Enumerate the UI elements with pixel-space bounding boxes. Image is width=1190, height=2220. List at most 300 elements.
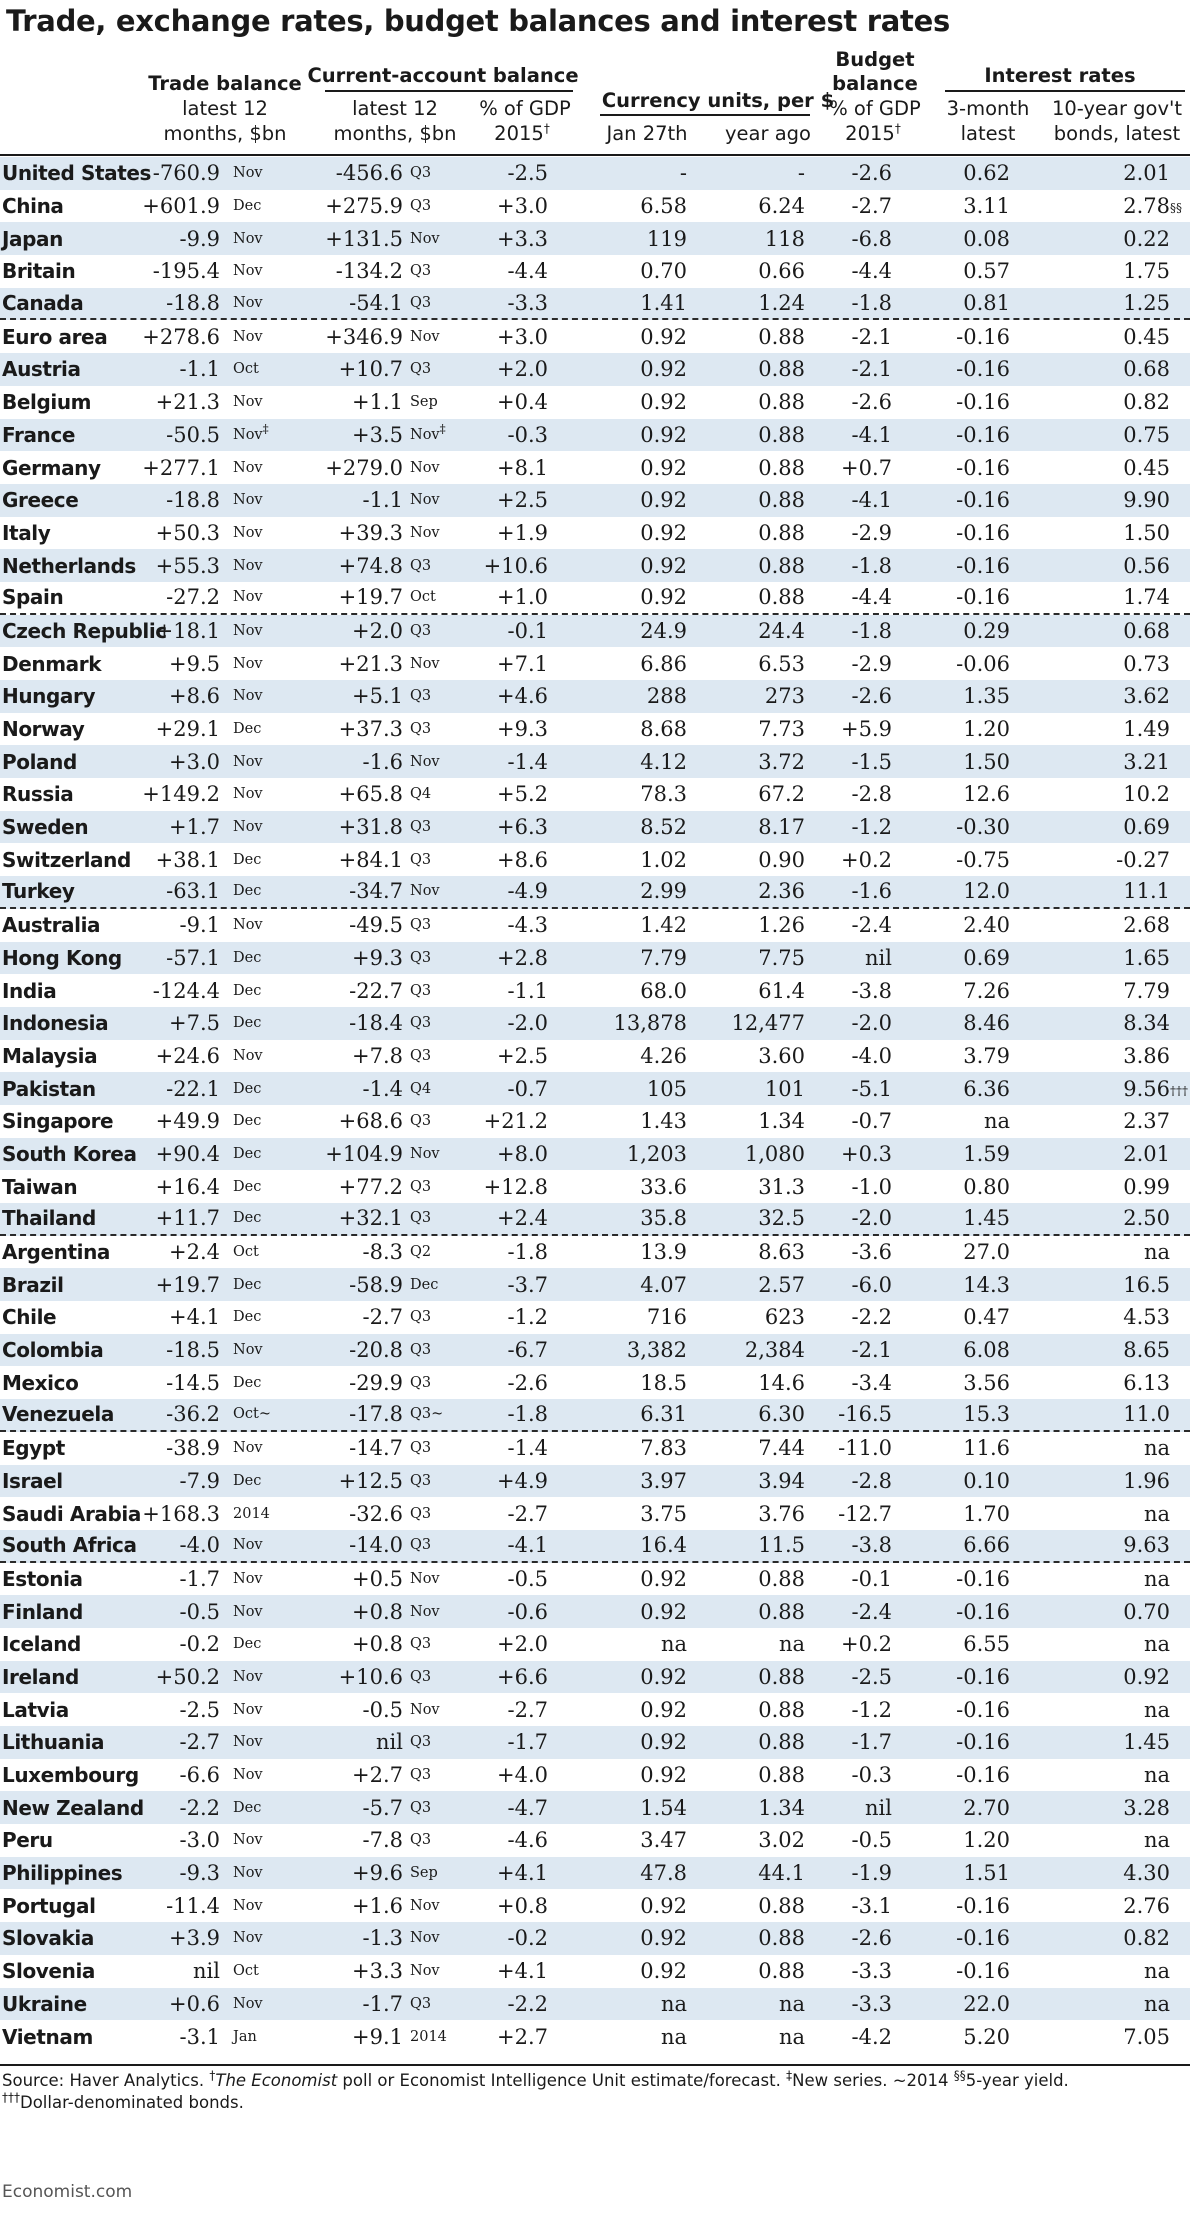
cell-country: Portugal (2, 1893, 96, 1918)
cell-currency: 0.92 (640, 1664, 687, 1689)
cell-ir-3m: 7.26 (963, 978, 1010, 1003)
cell-trade: -11.4 (166, 1893, 220, 1918)
cell-trade-period: Nov (233, 1440, 263, 1457)
cell-trade: -195.4 (152, 259, 220, 284)
table-row (0, 222, 1190, 255)
cell-ca-period: Q3 (410, 982, 432, 999)
cell-ca-period: Q3 (410, 819, 432, 836)
cell-currency: 6.31 (640, 1402, 687, 1427)
cell-currency-year-ago: 1.34 (758, 1109, 805, 1134)
cell-budget: -4.1 (851, 488, 892, 513)
cell-ir-3m: 0.08 (963, 226, 1010, 251)
cell-currency-year-ago: 3.60 (758, 1043, 805, 1068)
cell-ir-3m: 1.35 (963, 684, 1010, 709)
cell-country: Indonesia (2, 1011, 109, 1036)
cell-currency: 1,203 (626, 1141, 687, 1166)
cell-ca: +0.8 (352, 1599, 403, 1624)
cell-ca-gdp: -1.2 (507, 1305, 548, 1330)
header-interest-underline (945, 90, 1185, 92)
cell-ca: -1.7 (362, 1991, 403, 2016)
cell-ir-10y: 1.75 (1123, 259, 1170, 284)
site-credit: Economist.com (2, 2182, 133, 2202)
table-row (0, 484, 1190, 517)
cell-ir-10y: na (1143, 1763, 1170, 1788)
cell-currency: 8.52 (640, 815, 687, 840)
cell-ca-gdp: +9.3 (497, 717, 548, 742)
cell-ir-3m: -0.16 (956, 422, 1010, 447)
header-budget-gdp2: 2015† (845, 121, 901, 145)
cell-trade: +168.3 (142, 1501, 220, 1526)
cell-ca-gdp: +2.7 (497, 2024, 548, 2049)
table-row (0, 680, 1190, 713)
cell-trade: +19.7 (155, 1272, 220, 1297)
cell-ir-3m: 0.29 (963, 618, 1010, 643)
cell-trade-period: Nov (233, 492, 263, 509)
cell-country: Slovakia (2, 1926, 94, 1951)
cell-trade-period: Nov (233, 328, 263, 345)
cell-ca-period: Q3 (410, 688, 432, 705)
cell-ir-10y: 3.86 (1123, 1043, 1170, 1068)
cell-currency-year-ago: 3.76 (758, 1501, 805, 1526)
cell-ir-3m: 6.55 (963, 1632, 1010, 1657)
table-row (0, 1268, 1190, 1301)
cell-currency: 0.92 (640, 422, 687, 447)
cell-budget: -3.3 (851, 1991, 892, 2016)
header-interest-3m-1: 3-month (946, 97, 1030, 120)
cell-currency-year-ago: 1,080 (744, 1141, 805, 1166)
cell-trade: +2.4 (169, 1240, 220, 1265)
cell-trade-period: Nov (233, 1897, 263, 1914)
cell-ca: +0.5 (352, 1566, 403, 1591)
cell-ir-3m: 15.3 (963, 1402, 1010, 1427)
cell-country: Singapore (2, 1109, 114, 1134)
cell-ca-period: Nov (410, 753, 440, 770)
cell-ca: -1.4 (362, 1076, 403, 1101)
cell-country: France (2, 422, 76, 447)
cell-trade: -2.5 (179, 1697, 220, 1722)
cell-country: Iceland (2, 1632, 81, 1657)
cell-ca-period: Nov (410, 1897, 440, 1914)
table-row (0, 1726, 1190, 1759)
cell-trade: -3.0 (179, 1828, 220, 1853)
cell-trade-period: Nov (233, 459, 263, 476)
cell-ir-10y: 0.99 (1123, 1174, 1170, 1199)
cell-country: New Zealand (2, 1795, 144, 1820)
cell-ca-gdp: +12.8 (483, 1174, 548, 1199)
cell-ca-period: Q3 (410, 263, 432, 280)
table-row (0, 1497, 1190, 1530)
cell-ca: +1.1 (352, 390, 403, 415)
cell-ir-10y: 11.0 (1123, 1402, 1170, 1427)
cell-ca-gdp: -4.6 (507, 1828, 548, 1853)
cell-ir-3m: -0.16 (956, 324, 1010, 349)
cell-currency: 0.92 (640, 324, 687, 349)
cell-ir-10y: 4.53 (1123, 1305, 1170, 1330)
cell-ca: -58.9 (349, 1272, 403, 1297)
cell-trade: -18.5 (166, 1338, 220, 1363)
cell-budget: -3.8 (851, 978, 892, 1003)
cell-budget: -2.1 (851, 324, 892, 349)
cell-ca-period: Q3 (410, 622, 432, 639)
cell-currency: 119 (646, 226, 687, 251)
cell-ca-gdp: -1.4 (507, 1436, 548, 1461)
cell-ir-10y: -0.27 (1116, 847, 1170, 872)
cell-ir-10y: na (1143, 1959, 1170, 1984)
cell-ca: -1.3 (362, 1926, 403, 1951)
cell-ca-gdp: +10.6 (483, 553, 548, 578)
cell-ca: +74.8 (338, 553, 403, 578)
cell-ca-gdp: -0.3 (507, 422, 548, 447)
cell-currency-year-ago: 273 (764, 684, 805, 709)
table-row (0, 1791, 1190, 1824)
cell-ir-10y: 10.2 (1123, 782, 1170, 807)
cell-ca-gdp: -0.5 (507, 1566, 548, 1591)
cell-ir-3m: 6.66 (963, 1533, 1010, 1558)
cell-currency-year-ago: 61.4 (758, 978, 805, 1003)
cell-currency: 1.41 (640, 291, 687, 316)
cell-ca: +2.0 (352, 618, 403, 643)
cell-ca-period: Q3 (410, 721, 432, 738)
cell-ca-gdp: +2.8 (497, 945, 548, 970)
cell-ca-gdp: +1.9 (497, 520, 548, 545)
cell-currency: 0.92 (640, 1599, 687, 1624)
cell-ca-period: Q3 (410, 1668, 432, 1685)
cell-ir-10y: 1.74 (1123, 585, 1170, 610)
cell-ir-10y: 1.96 (1123, 1468, 1170, 1493)
cell-trade-period: Nov (233, 786, 263, 803)
cell-ir-10y: na (1143, 1436, 1170, 1461)
cell-ca: -29.9 (349, 1370, 403, 1395)
cell-ir-10y: 2.01 (1123, 161, 1170, 186)
cell-trade-period: Dec (233, 1636, 262, 1653)
cell-country: Vietnam (2, 2024, 93, 2049)
cell-trade: -1.7 (179, 1566, 220, 1591)
cell-currency: 35.8 (640, 1206, 687, 1231)
cell-ca-gdp: +6.6 (497, 1664, 548, 1689)
cell-trade-period: Nov (233, 1930, 263, 1947)
cell-budget: -1.2 (851, 1697, 892, 1722)
cell-trade: +1.7 (169, 815, 220, 840)
cell-currency: 716 (646, 1305, 687, 1330)
cell-budget: -3.4 (851, 1370, 892, 1395)
cell-country: Belgium (2, 390, 92, 415)
cell-currency: 1.42 (640, 913, 687, 938)
table-row (0, 1955, 1190, 1988)
cell-currency-year-ago: na (778, 1632, 805, 1657)
cell-ca-period: Nov‡ (410, 422, 446, 443)
cell-ca: +7.8 (352, 1043, 403, 1068)
cell-ca-period: Nov (410, 883, 440, 900)
cell-currency-year-ago: 6.30 (758, 1402, 805, 1427)
cell-ir-10y: na (1143, 1566, 1170, 1591)
cell-ir-3m: 2.70 (963, 1795, 1010, 1820)
cell-ca-gdp: +3.3 (497, 226, 548, 251)
cell-ca: +39.3 (338, 520, 403, 545)
header-currency-title: Currency units, per $ (601, 89, 835, 112)
cell-ca-period: Q3 (410, 1178, 432, 1195)
cell-currency-year-ago: 0.88 (758, 1599, 805, 1624)
cell-ca-gdp: -0.7 (507, 1076, 548, 1101)
cell-currency: 4.12 (640, 749, 687, 774)
cell-currency: 0.92 (640, 1730, 687, 1755)
cell-budget: -2.1 (851, 357, 892, 382)
cell-currency-year-ago: 0.88 (758, 1730, 805, 1755)
cell-trade-period: Nov (233, 295, 263, 312)
cell-ir-10y: 16.5 (1123, 1272, 1170, 1297)
cell-ir-3m: na (983, 1109, 1010, 1134)
cell-budget: -3.3 (851, 1959, 892, 1984)
cell-ir-3m: -0.16 (956, 553, 1010, 578)
cell-trade-period: Dec (233, 1276, 262, 1293)
cell-ca-period: Q3 (410, 1767, 432, 1784)
cell-trade-period: Nov (233, 1865, 263, 1882)
table-row (0, 1203, 1190, 1236)
data-table (0, 157, 1190, 2053)
cell-country: Euro area (2, 324, 108, 349)
cell-ca: +65.8 (338, 782, 403, 807)
cell-ca-period: Q3 (410, 1113, 432, 1130)
cell-budget: +0.2 (841, 1632, 892, 1657)
cell-currency-year-ago: 7.73 (758, 717, 805, 742)
cell-currency-year-ago: 623 (764, 1305, 805, 1330)
cell-trade: -4.0 (179, 1533, 220, 1558)
cell-country: Hong Kong (2, 945, 122, 970)
cell-trade-period: Dec (233, 851, 262, 868)
cell-trade: +601.9 (142, 194, 220, 219)
cell-ir-10y: 9.90 (1123, 488, 1170, 513)
cell-ir-3m: -0.16 (956, 1959, 1010, 1984)
cell-currency-year-ago: 0.88 (758, 1926, 805, 1951)
cell-ca-gdp: -1.8 (507, 1240, 548, 1265)
cell-currency: 2.99 (640, 879, 687, 904)
cell-ca-period: Q3 (410, 1440, 432, 1457)
cell-ir-3m: -0.16 (956, 520, 1010, 545)
cell-ir-10y: 0.45 (1123, 324, 1170, 349)
cell-currency: 24.9 (640, 618, 687, 643)
table-row (0, 419, 1190, 452)
table-row (0, 549, 1190, 582)
cell-ca: +10.7 (338, 357, 403, 382)
cell-trade-period: Nov (233, 1767, 263, 1784)
cell-ir-3m: -0.16 (956, 488, 1010, 513)
cell-ca-gdp: -1.4 (507, 749, 548, 774)
cell-ca: +68.6 (338, 1109, 403, 1134)
table-row (0, 778, 1190, 811)
cell-currency: 3.47 (640, 1828, 687, 1853)
cell-trade-period: Jan (233, 2028, 257, 2045)
cell-trade: +8.6 (169, 684, 220, 709)
cell-trade: -63.1 (166, 879, 220, 904)
table-row (0, 811, 1190, 844)
cell-ir-3m: 3.79 (963, 1043, 1010, 1068)
cell-trade-period: Dec (233, 982, 262, 999)
cell-budget: -11.0 (838, 1436, 892, 1461)
table-header (0, 42, 1190, 156)
cell-budget: -2.9 (851, 651, 892, 676)
cell-ca: +32.1 (338, 1206, 403, 1231)
cell-ir-3m: 0.47 (963, 1305, 1010, 1330)
cell-ir-3m: -0.16 (956, 1664, 1010, 1689)
cell-currency: 3.97 (640, 1468, 687, 1493)
cell-country: Ukraine (2, 1991, 87, 2016)
cell-ir-3m: 14.3 (963, 1272, 1010, 1297)
cell-ca-period: Q3 (410, 198, 432, 215)
cell-country: Austria (2, 357, 81, 382)
cell-ir-3m: -0.16 (956, 585, 1010, 610)
cell-ca-gdp: -1.8 (507, 1402, 548, 1427)
cell-budget: -2.7 (851, 194, 892, 219)
cell-ca: -134.2 (335, 259, 403, 284)
cell-ir-3m: -0.16 (956, 1926, 1010, 1951)
cell-trade-period: Nov (233, 753, 263, 770)
cell-ir-3m: 0.69 (963, 945, 1010, 970)
cell-budget: -1.7 (851, 1730, 892, 1755)
cell-currency-year-ago: - (797, 161, 805, 186)
table-row (0, 1922, 1190, 1955)
cell-ir-10y: 2.50 (1123, 1206, 1170, 1231)
cell-ca-period: Q3 (410, 1210, 432, 1227)
cell-ca: +346.9 (325, 324, 403, 349)
cell-currency: 288 (646, 684, 687, 709)
cell-currency: 105 (646, 1076, 687, 1101)
header-interest-10y-1: 10-year gov't (1051, 97, 1183, 120)
cell-trade-period: 2014 (233, 1505, 270, 1522)
cell-ca: +37.3 (338, 717, 403, 742)
cell-ca-gdp: +2.0 (497, 1632, 548, 1657)
table-row (0, 1824, 1190, 1857)
cell-currency-year-ago: 0.88 (758, 422, 805, 447)
cell-ir-10y: 0.73 (1123, 651, 1170, 676)
cell-trade-period: Nov (233, 263, 263, 280)
cell-currency: na (660, 1632, 687, 1657)
cell-ca-period: Q3 (410, 361, 432, 378)
cell-ca: -2.7 (362, 1305, 403, 1330)
cell-ir-3m: -0.16 (956, 1893, 1010, 1918)
cell-budget: -3.8 (851, 1533, 892, 1558)
table-row (0, 1693, 1190, 1726)
cell-ca-period: Q3 (410, 1309, 432, 1326)
cell-trade: -3.1 (179, 2024, 220, 2049)
cell-ca-period: Dec (410, 1276, 439, 1293)
cell-currency-year-ago: 0.88 (758, 520, 805, 545)
cell-currency: 0.92 (640, 390, 687, 415)
cell-currency: 0.92 (640, 520, 687, 545)
cell-ca-period: Q3 (410, 1799, 432, 1816)
cell-ir-10y: 0.68 (1123, 357, 1170, 382)
cell-ir-10y: 0.92 (1123, 1664, 1170, 1689)
cell-ir-3m: 3.11 (963, 194, 1010, 219)
cell-country: Pakistan (2, 1076, 96, 1101)
cell-trade-period: Dec (233, 1309, 262, 1326)
cell-budget: -2.4 (851, 913, 892, 938)
cell-country: Germany (2, 455, 101, 480)
cell-trade: -14.5 (166, 1370, 220, 1395)
cell-budget: -1.8 (851, 291, 892, 316)
table-row (0, 288, 1190, 321)
cell-ca-period: Q3 (410, 1734, 432, 1751)
cell-ir-3m: 1.70 (963, 1501, 1010, 1526)
cell-ir-3m: 5.20 (963, 2024, 1010, 2049)
table-row (0, 745, 1190, 778)
cell-ir-3m: 0.81 (963, 291, 1010, 316)
cell-currency: 0.92 (640, 1959, 687, 1984)
cell-ir-3m: -0.16 (956, 1599, 1010, 1624)
header-interest-3m-2: latest (960, 122, 1016, 145)
cell-ca-gdp: -0.6 (507, 1599, 548, 1624)
table-row (0, 1432, 1190, 1465)
cell-currency: 13,878 (613, 1011, 687, 1036)
cell-ca-period: Q3 (410, 557, 432, 574)
cell-country: Finland (2, 1599, 83, 1624)
cell-currency: 0.92 (640, 488, 687, 513)
cell-ir-10y: 2.68 (1123, 913, 1170, 938)
cell-ca: +3.5 (352, 422, 403, 447)
cell-trade-period: Nov (233, 394, 263, 411)
cell-country: Slovenia (2, 1959, 95, 1984)
cell-trade-period: Nov (233, 1668, 263, 1685)
cell-currency: 47.8 (640, 1861, 687, 1886)
header-ca-sub2: months, $bn (333, 122, 457, 145)
table-row (0, 2020, 1190, 2053)
cell-ca-gdp: +5.2 (497, 782, 548, 807)
table-row (0, 647, 1190, 680)
cell-trade-period: Dec (233, 1374, 262, 1391)
cell-country: Saudi Arabia (2, 1501, 141, 1526)
cell-currency: 0.70 (640, 259, 687, 284)
cell-country: Czech Republic (2, 618, 167, 643)
cell-ca: -32.6 (349, 1501, 403, 1526)
cell-ca-gdp: +6.3 (497, 815, 548, 840)
cell-budget: -1.5 (851, 749, 892, 774)
cell-currency: 4.07 (640, 1272, 687, 1297)
cell-ir-10y: na (1143, 1991, 1170, 2016)
cell-trade-period: Dec (233, 1472, 262, 1489)
cell-ir-3m: -0.16 (956, 357, 1010, 382)
cell-trade: +29.1 (155, 717, 220, 742)
cell-budget: -2.2 (851, 1305, 892, 1330)
cell-trade-period: Nov (233, 557, 263, 574)
cell-trade: +49.9 (155, 1109, 220, 1134)
cell-currency: 0.92 (640, 1926, 687, 1951)
cell-currency-year-ago: 1.34 (758, 1795, 805, 1820)
header-budget-gdp1: % of GDP (829, 97, 921, 120)
cell-country: Japan (2, 226, 63, 251)
table-row (0, 713, 1190, 746)
cell-ca: +5.1 (352, 684, 403, 709)
cell-ca: -34.7 (349, 879, 403, 904)
cell-ca-gdp: -1.7 (507, 1730, 548, 1755)
cell-trade-period: Nov (233, 589, 263, 606)
cell-ca-gdp: +2.5 (497, 488, 548, 513)
cell-currency-year-ago: 8.63 (758, 1240, 805, 1265)
cell-ca-period: Sep (410, 394, 438, 411)
cell-trade: -50.5 (166, 422, 220, 447)
cell-ir-10y: 3.62 (1123, 684, 1170, 709)
cell-country: Peru (2, 1828, 53, 1853)
table-row (0, 1366, 1190, 1399)
cell-country: United States (2, 161, 152, 186)
cell-ca-period: Oct (410, 589, 436, 606)
cell-ca: -1.1 (362, 488, 403, 513)
cell-trade-period: Nov‡ (233, 422, 269, 443)
cell-budget: -6.8 (851, 226, 892, 251)
cell-ir-3m: -0.06 (956, 651, 1010, 676)
cell-budget: -4.4 (851, 259, 892, 284)
cell-ca-gdp: -2.2 (507, 1991, 548, 2016)
footnotes: Source: Haver Analytics. †The Economist poll or Economist Intelligence Unit estimate/forecast. ‡New series. ~2014 §§5-year yield. †††Dollar-denominated bonds. (2, 2068, 1069, 2112)
cell-ir-3m: -0.16 (956, 1763, 1010, 1788)
cell-budget: -2.4 (851, 1599, 892, 1624)
